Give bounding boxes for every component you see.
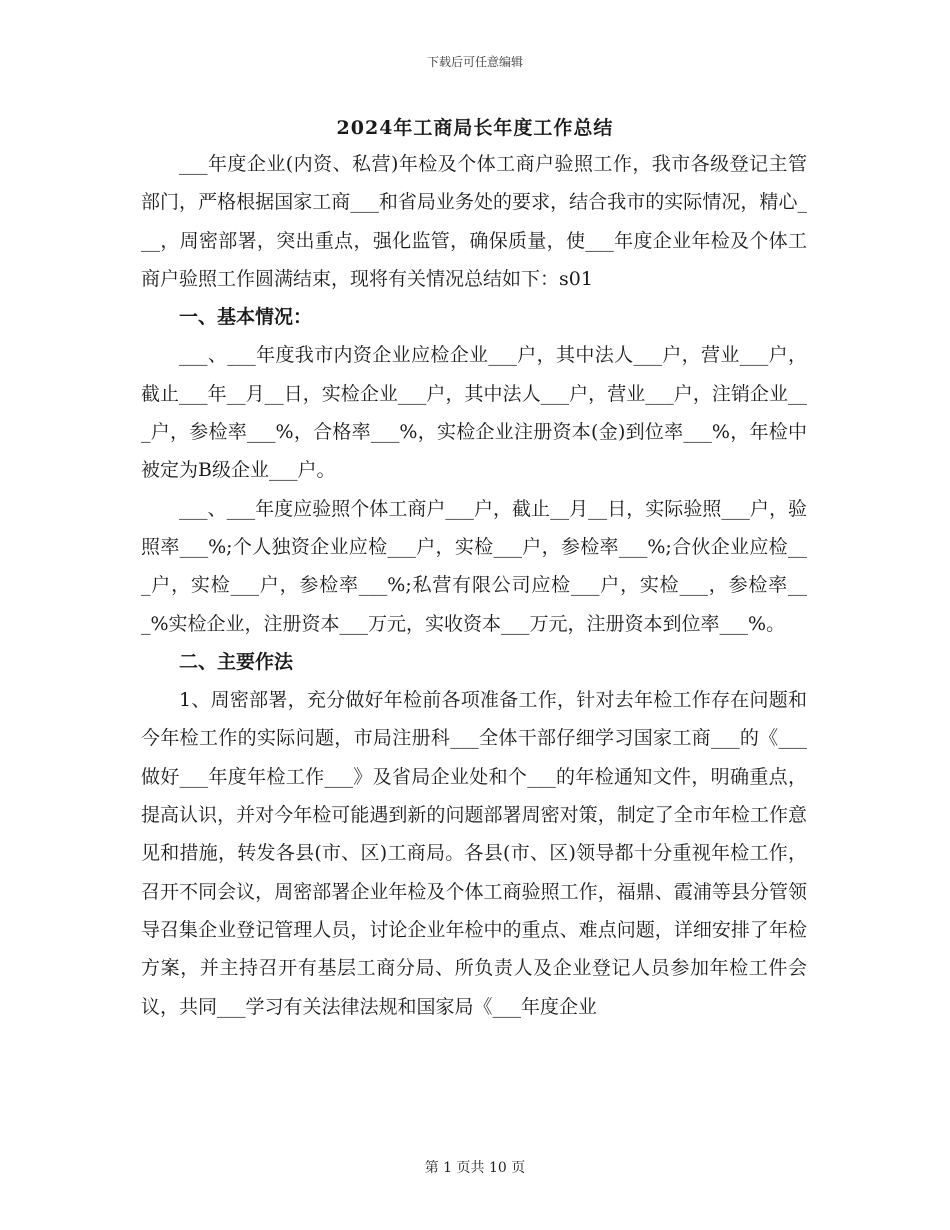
individual-business-paragraph: ___、___年度应验照个体工商户___户，截止__月__日，实际验照___户，验照率___%;个人独资企业应检___户，实检___户，参检率___%;合伙企业应检___户，实检___户，参检率___%;私营有限公司应检___户，实检___，参检率___%实检企业，注册资本___万元，实收资本___万元，注册资本到位率___%。 <box>141 497 807 635</box>
document-body <box>141 145 807 1026</box>
document-title: 2024年工商局长年度工作总结 <box>336 117 614 139</box>
practice-paragraph-1: 1、周密部署，充分做好年检前各项准备工作，针对去年检工作存在问题和今年检工作的实际问题，市局注册科___全体干部仔细学习国家工商___的《___做好___年度年检工作___》及省局企业处和个___的年检通知文件，明确重点，提高认识，并对今年检可能遇到新的问题部署周密对策，制定了全市年检工作意见和措施，转发各县(市、区)工商局。各县(市、区)领导都十分重视年检工作，召开不同会议，周密部署企业年检及个体工商验照工作，福鼎、霞浦等县分管领导召集企业登记管理人员，讨论企业年检中的重点、难点问题，详细安排了年检方案，并主持召开有基层工商分局、所负责人及企业登记人员参加年检工件会议，共同___学习有关法律法规和国家局《___年度企业 <box>141 689 807 1018</box>
section-heading-basic-situation: 一、基本情况： <box>179 306 313 329</box>
intro-paragraph: ___年度企业(内资、私营)年检及个体工商户验照工作，我市各级登记主管部门，严格根据国家工商___和省局业务处的要求，结合我市的实际情况，精心___，周密部署，突出重点，强化监管，确保质量，使___年度企业年检及个体工商户验照工作圆满结束，现将有关情况总结如下：s01 <box>141 153 807 290</box>
download-note: 下载后可任意编辑 <box>426 55 523 69</box>
page-number-footer: 第 1 页共 10 页 <box>424 1160 526 1176</box>
enterprise-inspection-paragraph: ___、___年度我市内资企业应检企业___户，其中法人___户，营业___户，截止___年__月__日，实检企业___户，其中法人___户，营业___户，注销企业___户，参检率___%，合格率___%，实检企业注册资本(金)到位率___%，年检中被定为B级企业___户。 <box>141 344 807 482</box>
section-heading-main-practices: 二、主要作法 <box>179 650 294 673</box>
